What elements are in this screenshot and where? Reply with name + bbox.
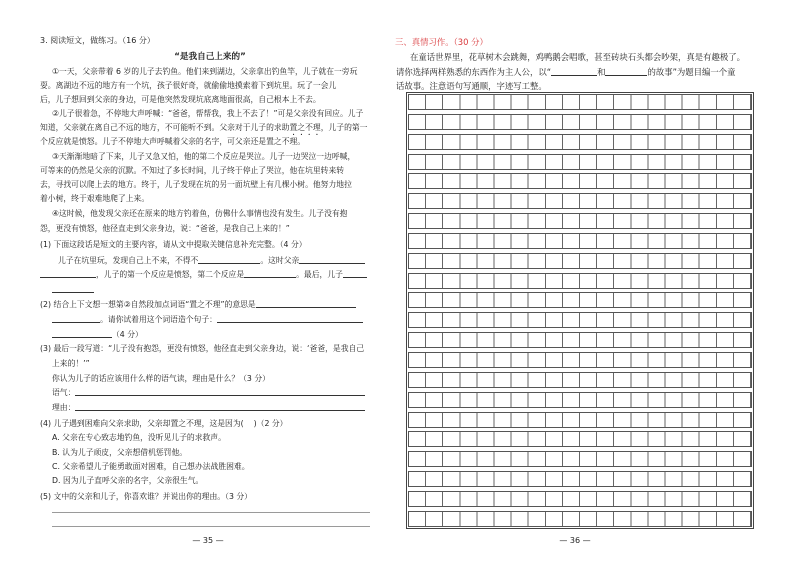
question-1-text-b2: 。最后，儿子 bbox=[296, 270, 343, 279]
grid-row bbox=[408, 511, 752, 527]
question-4-option-b: B. 认为儿子顽皮，父亲想借机惩罚他。 bbox=[52, 448, 188, 457]
question-1-line-3 bbox=[52, 284, 94, 296]
composition-section-heading: 三、真情习作。（30 分） bbox=[395, 37, 488, 47]
grid-row bbox=[408, 491, 752, 507]
paragraph-4-line-2: 怨，更没有愤怒，他径直走到父亲身边，说：“爸爸，是我自己上来的！” bbox=[40, 224, 290, 233]
answer-blank bbox=[217, 314, 363, 323]
grid-row bbox=[408, 253, 752, 269]
title-blank bbox=[605, 67, 647, 76]
page-number-left: — 35 — bbox=[192, 536, 224, 545]
question-2-text-b1: 。请你试着用这个词语造个句子： bbox=[100, 315, 217, 324]
question-3-reason-line bbox=[52, 402, 365, 414]
question-4-option-c: C. 父亲希望儿子能勇敢面对困难，自己想办法战胜困难。 bbox=[52, 462, 250, 471]
answer-blank bbox=[40, 269, 96, 278]
answer-blank bbox=[52, 314, 100, 323]
answer-rule bbox=[52, 526, 370, 527]
grid-row bbox=[408, 213, 752, 229]
question-2-line-3 bbox=[52, 329, 143, 341]
question-3-prompt-cont: 上来的！’” bbox=[52, 359, 90, 368]
answer-blank bbox=[198, 255, 260, 264]
grid-row bbox=[408, 154, 752, 170]
reading-section-heading: 3. 阅读短文，做练习。（16 分） bbox=[40, 36, 155, 45]
grid-row bbox=[408, 233, 752, 249]
grid-row bbox=[408, 173, 752, 189]
paragraph-2-line-2-start: 知道，父亲就在离自己不远的地方，不可能听不到。父亲对于儿子的求助 bbox=[40, 123, 290, 132]
composition-grid bbox=[406, 92, 754, 529]
answer-rule bbox=[52, 512, 370, 513]
composition-prompt-line-3: 话故事。注意语句写通顺，字迹写工整。 bbox=[396, 81, 547, 91]
question-2-line-1 bbox=[40, 299, 356, 311]
grid-row bbox=[408, 392, 752, 408]
paragraph-3-line-1: ③天渐渐地暗了下来，儿子又急又怕，他的第二个反应是哭泣。儿子一边哭泣一边呼喊， bbox=[52, 152, 356, 161]
answer-blank bbox=[244, 269, 296, 278]
reason-label: 理由： bbox=[52, 403, 76, 412]
title-blank bbox=[551, 67, 597, 76]
question-5-prompt: (5) 文中的父亲和儿子，你喜欢谁？并说出你的理由。（3 分） bbox=[40, 492, 252, 501]
grid-row bbox=[408, 193, 752, 209]
right-page bbox=[395, 0, 800, 576]
paragraph-3-line-2: 可等来的仍然是父亲的沉默。不知过了多长时间，儿子终于停止了哭泣，他在坑里转来转 bbox=[40, 166, 345, 175]
question-2-line-2 bbox=[52, 314, 363, 326]
question-1-prompt: (1) 下面这段话是短文的主要内容，请从文中提取关键信息补充完整。（4 分） bbox=[40, 240, 307, 249]
page-number-right: — 36 — bbox=[559, 536, 591, 545]
answer-blank bbox=[343, 269, 367, 278]
paragraph-1-line-1: ①一天，父亲带着 6 岁的儿子去钓鱼。他们来到湖边，父亲拿出钓鱼竿，儿子就在一旁玩 bbox=[52, 67, 358, 76]
composition-prompt-line-1: 在童话世界里，花草树木会跳舞，鸡鸭鹅会唱歌，甚至砖块石头都会吵架，真是有趣极了。 bbox=[410, 52, 745, 62]
question-1-line-2 bbox=[40, 269, 367, 281]
question-1-text-b1: ，儿子的第一个反应是愤怒，第二个反应是 bbox=[96, 270, 245, 279]
paragraph-2-line-2 bbox=[40, 122, 367, 134]
grid-row bbox=[408, 94, 752, 110]
question-1-line-1 bbox=[58, 255, 365, 267]
question-4-option-d: D. 因为儿子直呼父亲的名字，父亲很生气。 bbox=[52, 476, 204, 485]
paragraph-3-line-4: 着小树，终于艰难地爬了上来。 bbox=[40, 194, 150, 203]
grid-row bbox=[408, 114, 752, 130]
answer-blank bbox=[299, 255, 365, 264]
tone-label: 语气： bbox=[52, 388, 76, 397]
paragraph-2-line-2-end: ，儿子的第一 bbox=[320, 123, 368, 132]
question-2-score: （4 分） bbox=[112, 330, 143, 339]
grid-row bbox=[408, 431, 752, 447]
paragraph-4-line-1: ④这时候，他发现父亲还在原来的地方钓着鱼，仿佛什么事情也没有发生。儿子没有抱 bbox=[52, 209, 348, 218]
question-3-ask: 你认为儿子的话应该用什么样的语气读，理由是什么？（3 分） bbox=[52, 374, 270, 383]
question-3-prompt: (3) 最后一段写道：“儿子没有抱怨，更没有愤怒，他径直走到父亲身边，说：‘爸爸，是我自己 bbox=[40, 344, 365, 353]
composition-prompt-line-2 bbox=[396, 66, 736, 78]
paragraph-1-line-2: 耍。离湖边不远的地方有一个坑，孩子很好奇，就偷偷地摸索着下到坑里。玩了一会儿 bbox=[40, 81, 337, 90]
answer-blank bbox=[52, 329, 112, 338]
grid-row bbox=[408, 273, 752, 289]
grid-row bbox=[408, 352, 752, 368]
grid-row bbox=[408, 134, 752, 150]
composition-prompt-and: 和 bbox=[597, 67, 606, 77]
paragraph-2-line-1: ②儿子很着急，不停地大声呼喊：“爸爸，帮帮我，我上不去了！”可是父亲没有回应。儿子 bbox=[52, 109, 364, 118]
question-4-prompt: (4) 儿子遇到困难向父亲求助，父亲却置之不理，这是因为( )（2 分） bbox=[40, 419, 288, 428]
dotted-phrase: 置之不理 bbox=[289, 123, 321, 132]
paragraph-3-line-3: 去，寻找可以爬上去的地方。终于，儿子发现在坑的另一面坑壁上有几棵小树。他努力地拉 bbox=[40, 180, 352, 189]
grid-row bbox=[408, 471, 752, 487]
left-page bbox=[0, 0, 395, 576]
question-1-text-a1: 儿子在坑里玩，发现自己上不来，不得不 bbox=[58, 256, 199, 265]
question-3-tone-line bbox=[52, 387, 365, 399]
composition-prompt-start: 请你选择两样熟悉的东西作为主人公，以“ bbox=[396, 67, 552, 77]
question-4-option-a: A. 父亲在专心致志地钓鱼，没听见儿子的求救声。 bbox=[52, 433, 226, 442]
question-2-prompt: (2) 结合上下文想一想第②自然段加点词语“置之不理”的意思是 bbox=[40, 300, 256, 309]
answer-blank bbox=[52, 284, 94, 293]
grid-row bbox=[408, 412, 752, 428]
composition-prompt-end: 的故事”为题目编一个童 bbox=[647, 67, 736, 77]
grid-row bbox=[408, 451, 752, 467]
answer-blank bbox=[75, 402, 365, 411]
question-1-text-a2: 。这时父亲 bbox=[260, 256, 300, 265]
paragraph-2-line-3: 个反应就是愤怒。儿子不停地大声呼喊着父亲的名字，可父亲还是置之不理。 bbox=[40, 137, 306, 146]
grid-row bbox=[408, 312, 752, 328]
paragraph-1-line-3: 后，儿子想回到父亲的身边，可是他突然发现坑底离地面很高，自己根本上不去。 bbox=[40, 95, 321, 104]
grid-row bbox=[408, 292, 752, 308]
answer-blank bbox=[256, 299, 356, 308]
answer-blank bbox=[75, 387, 365, 396]
grid-row bbox=[408, 332, 752, 348]
passage-title: “是我自己上来的” bbox=[174, 52, 246, 62]
grid-row bbox=[408, 372, 752, 388]
